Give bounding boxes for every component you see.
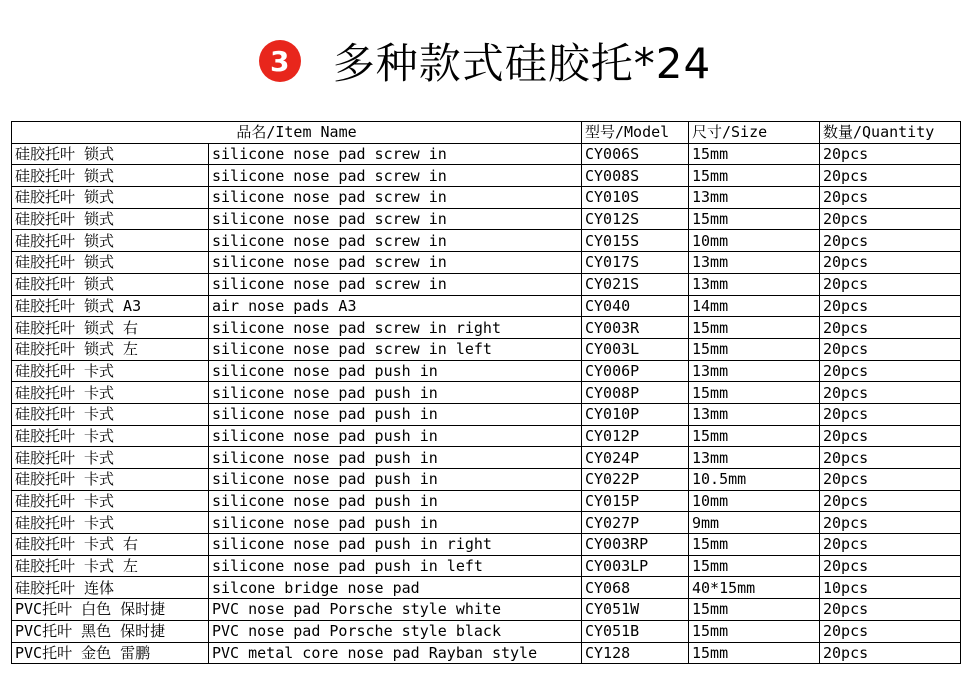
cell-name-cn: 硅胶托叶 锁式 左 [12, 338, 209, 360]
cell-quantity: 20pcs [820, 382, 961, 404]
cell-size: 10mm [689, 230, 820, 252]
cell-name-en: silicone nose pad push in [209, 447, 582, 469]
cell-quantity: 20pcs [820, 490, 961, 512]
cell-name-cn: 硅胶托叶 锁式 [12, 143, 209, 165]
table-row [12, 187, 961, 209]
cell-name-cn: PVC托叶 金色 雷鹏 [12, 642, 209, 664]
page-title: 多种款式硅胶托*24 [332, 39, 712, 88]
table-row [12, 425, 961, 447]
cell-model: CY008S [582, 165, 689, 187]
cell-model: CY024P [582, 447, 689, 469]
cell-size: 13mm [689, 360, 820, 382]
cell-name-cn: 硅胶托叶 卡式 [12, 360, 209, 382]
cell-size: 15mm [689, 143, 820, 165]
cell-size: 9mm [689, 512, 820, 534]
cell-name-cn: PVC托叶 白色 保时捷 [12, 599, 209, 621]
cell-name-cn: 硅胶托叶 锁式 右 [12, 317, 209, 339]
table-row [12, 642, 961, 664]
cell-name-en: silicone nose pad screw in [209, 165, 582, 187]
table-row [12, 534, 961, 556]
table-row [12, 252, 961, 274]
cell-name-en: silicone nose pad screw in left [209, 338, 582, 360]
table-row [12, 620, 961, 642]
table-row [12, 208, 961, 230]
cell-quantity: 20pcs [820, 642, 961, 664]
cell-model: CY012P [582, 425, 689, 447]
table-row [12, 577, 961, 599]
header-size: 尺寸/Size [689, 122, 820, 144]
cell-size: 14mm [689, 295, 820, 317]
cell-name-cn: 硅胶托叶 锁式 [12, 165, 209, 187]
cell-name-en: silicone nose pad push in [209, 360, 582, 382]
cell-name-cn: 硅胶托叶 锁式 [12, 187, 209, 209]
cell-quantity: 20pcs [820, 295, 961, 317]
table-row [12, 403, 961, 425]
cell-size: 15mm [689, 382, 820, 404]
cell-model: CY010S [582, 187, 689, 209]
cell-name-cn: 硅胶托叶 锁式 [12, 252, 209, 274]
cell-name-cn: 硅胶托叶 连体 [12, 577, 209, 599]
table-row [12, 469, 961, 491]
cell-name-cn: 硅胶托叶 锁式 [12, 230, 209, 252]
table-row [12, 230, 961, 252]
cell-model: CY006P [582, 360, 689, 382]
cell-size: 15mm [689, 555, 820, 577]
cell-name-cn: 硅胶托叶 卡式 [12, 512, 209, 534]
header-item-name: 品名/Item Name [12, 122, 582, 144]
cell-size: 15mm [689, 338, 820, 360]
cell-quantity: 20pcs [820, 143, 961, 165]
cell-name-en: silicone nose pad screw in [209, 252, 582, 274]
cell-model: CY015P [582, 490, 689, 512]
cell-size: 15mm [689, 317, 820, 339]
cell-name-cn: 硅胶托叶 卡式 [12, 447, 209, 469]
cell-size: 13mm [689, 187, 820, 209]
cell-size: 13mm [689, 447, 820, 469]
cell-quantity: 20pcs [820, 338, 961, 360]
cell-model: CY051B [582, 620, 689, 642]
cell-name-en: PVC metal core nose pad Rayban style [209, 642, 582, 664]
cell-quantity: 20pcs [820, 425, 961, 447]
cell-quantity: 20pcs [820, 230, 961, 252]
cell-quantity: 20pcs [820, 447, 961, 469]
table-row [12, 295, 961, 317]
cell-quantity: 20pcs [820, 469, 961, 491]
cell-model: CY006S [582, 143, 689, 165]
cell-size: 10.5mm [689, 469, 820, 491]
cell-name-en: silicone nose pad push in [209, 469, 582, 491]
cell-quantity: 10pcs [820, 577, 961, 599]
cell-model: CY008P [582, 382, 689, 404]
cell-model: CY015S [582, 230, 689, 252]
cell-name-en: silicone nose pad push in [209, 490, 582, 512]
cell-quantity: 20pcs [820, 360, 961, 382]
cell-model: CY021S [582, 273, 689, 295]
cell-name-cn: 硅胶托叶 锁式 [12, 208, 209, 230]
cell-name-en: silicone nose pad push in left [209, 555, 582, 577]
cell-quantity: 20pcs [820, 403, 961, 425]
cell-model: CY068 [582, 577, 689, 599]
cell-name-en: silicone nose pad push in [209, 382, 582, 404]
table-row [12, 512, 961, 534]
header-quantity: 数量/Quantity [820, 122, 961, 144]
cell-quantity: 20pcs [820, 187, 961, 209]
cell-size: 15mm [689, 425, 820, 447]
cell-quantity: 20pcs [820, 599, 961, 621]
cell-name-en: silicone nose pad push in [209, 512, 582, 534]
cell-model: CY010P [582, 403, 689, 425]
cell-size: 15mm [689, 599, 820, 621]
cell-size: 13mm [689, 403, 820, 425]
cell-name-en: silicone nose pad screw in [209, 230, 582, 252]
cell-size: 10mm [689, 490, 820, 512]
cell-size: 40*15mm [689, 577, 820, 599]
cell-quantity: 20pcs [820, 620, 961, 642]
cell-size: 13mm [689, 273, 820, 295]
cell-model: CY040 [582, 295, 689, 317]
cell-model: CY003LP [582, 555, 689, 577]
cell-quantity: 20pcs [820, 512, 961, 534]
table-row [12, 338, 961, 360]
cell-quantity: 20pcs [820, 208, 961, 230]
cell-name-en: silicone nose pad push in right [209, 534, 582, 556]
cell-name-cn: 硅胶托叶 卡式 [12, 403, 209, 425]
cell-model: CY017S [582, 252, 689, 274]
cell-model: CY012S [582, 208, 689, 230]
table-row [12, 273, 961, 295]
page-heading [0, 30, 970, 92]
cell-name-cn: 硅胶托叶 卡式 右 [12, 534, 209, 556]
cell-quantity: 20pcs [820, 317, 961, 339]
cell-name-en: silicone nose pad push in [209, 403, 582, 425]
cell-quantity: 20pcs [820, 273, 961, 295]
header-model: 型号/Model [582, 122, 689, 144]
table-row [12, 447, 961, 469]
cell-size: 15mm [689, 165, 820, 187]
cell-name-cn: 硅胶托叶 锁式 [12, 273, 209, 295]
table-row [12, 382, 961, 404]
cell-name-en: silicone nose pad screw in [209, 187, 582, 209]
product-table [11, 121, 961, 664]
table-row [12, 143, 961, 165]
table-row [12, 360, 961, 382]
cell-model: CY022P [582, 469, 689, 491]
cell-name-cn: PVC托叶 黑色 保时捷 [12, 620, 209, 642]
cell-name-en: silicone nose pad screw in right [209, 317, 582, 339]
number-badge: 3 [259, 40, 301, 82]
cell-name-cn: 硅胶托叶 卡式 左 [12, 555, 209, 577]
cell-size: 15mm [689, 208, 820, 230]
table-row [12, 490, 961, 512]
cell-model: CY027P [582, 512, 689, 534]
cell-name-en: silicone nose pad push in [209, 425, 582, 447]
cell-name-en: silicone nose pad screw in [209, 273, 582, 295]
cell-name-en: PVC nose pad Porsche style white [209, 599, 582, 621]
cell-name-cn: 硅胶托叶 卡式 [12, 382, 209, 404]
cell-quantity: 20pcs [820, 534, 961, 556]
cell-name-en: silcone bridge nose pad [209, 577, 582, 599]
cell-size: 15mm [689, 620, 820, 642]
table-row [12, 165, 961, 187]
cell-name-en: silicone nose pad screw in [209, 143, 582, 165]
table-header-row [12, 122, 961, 144]
cell-name-en: air nose pads A3 [209, 295, 582, 317]
cell-name-cn: 硅胶托叶 卡式 [12, 469, 209, 491]
cell-name-en: PVC nose pad Porsche style black [209, 620, 582, 642]
cell-model: CY003L [582, 338, 689, 360]
cell-model: CY051W [582, 599, 689, 621]
table-row [12, 317, 961, 339]
cell-size: 15mm [689, 642, 820, 664]
table-row [12, 599, 961, 621]
cell-name-cn: 硅胶托叶 卡式 [12, 490, 209, 512]
cell-quantity: 20pcs [820, 165, 961, 187]
cell-model: CY003RP [582, 534, 689, 556]
cell-name-cn: 硅胶托叶 锁式 A3 [12, 295, 209, 317]
cell-name-en: silicone nose pad screw in [209, 208, 582, 230]
cell-quantity: 20pcs [820, 252, 961, 274]
cell-size: 13mm [689, 252, 820, 274]
cell-model: CY003R [582, 317, 689, 339]
table-row [12, 555, 961, 577]
cell-model: CY128 [582, 642, 689, 664]
cell-name-cn: 硅胶托叶 卡式 [12, 425, 209, 447]
cell-size: 15mm [689, 534, 820, 556]
cell-quantity: 20pcs [820, 555, 961, 577]
